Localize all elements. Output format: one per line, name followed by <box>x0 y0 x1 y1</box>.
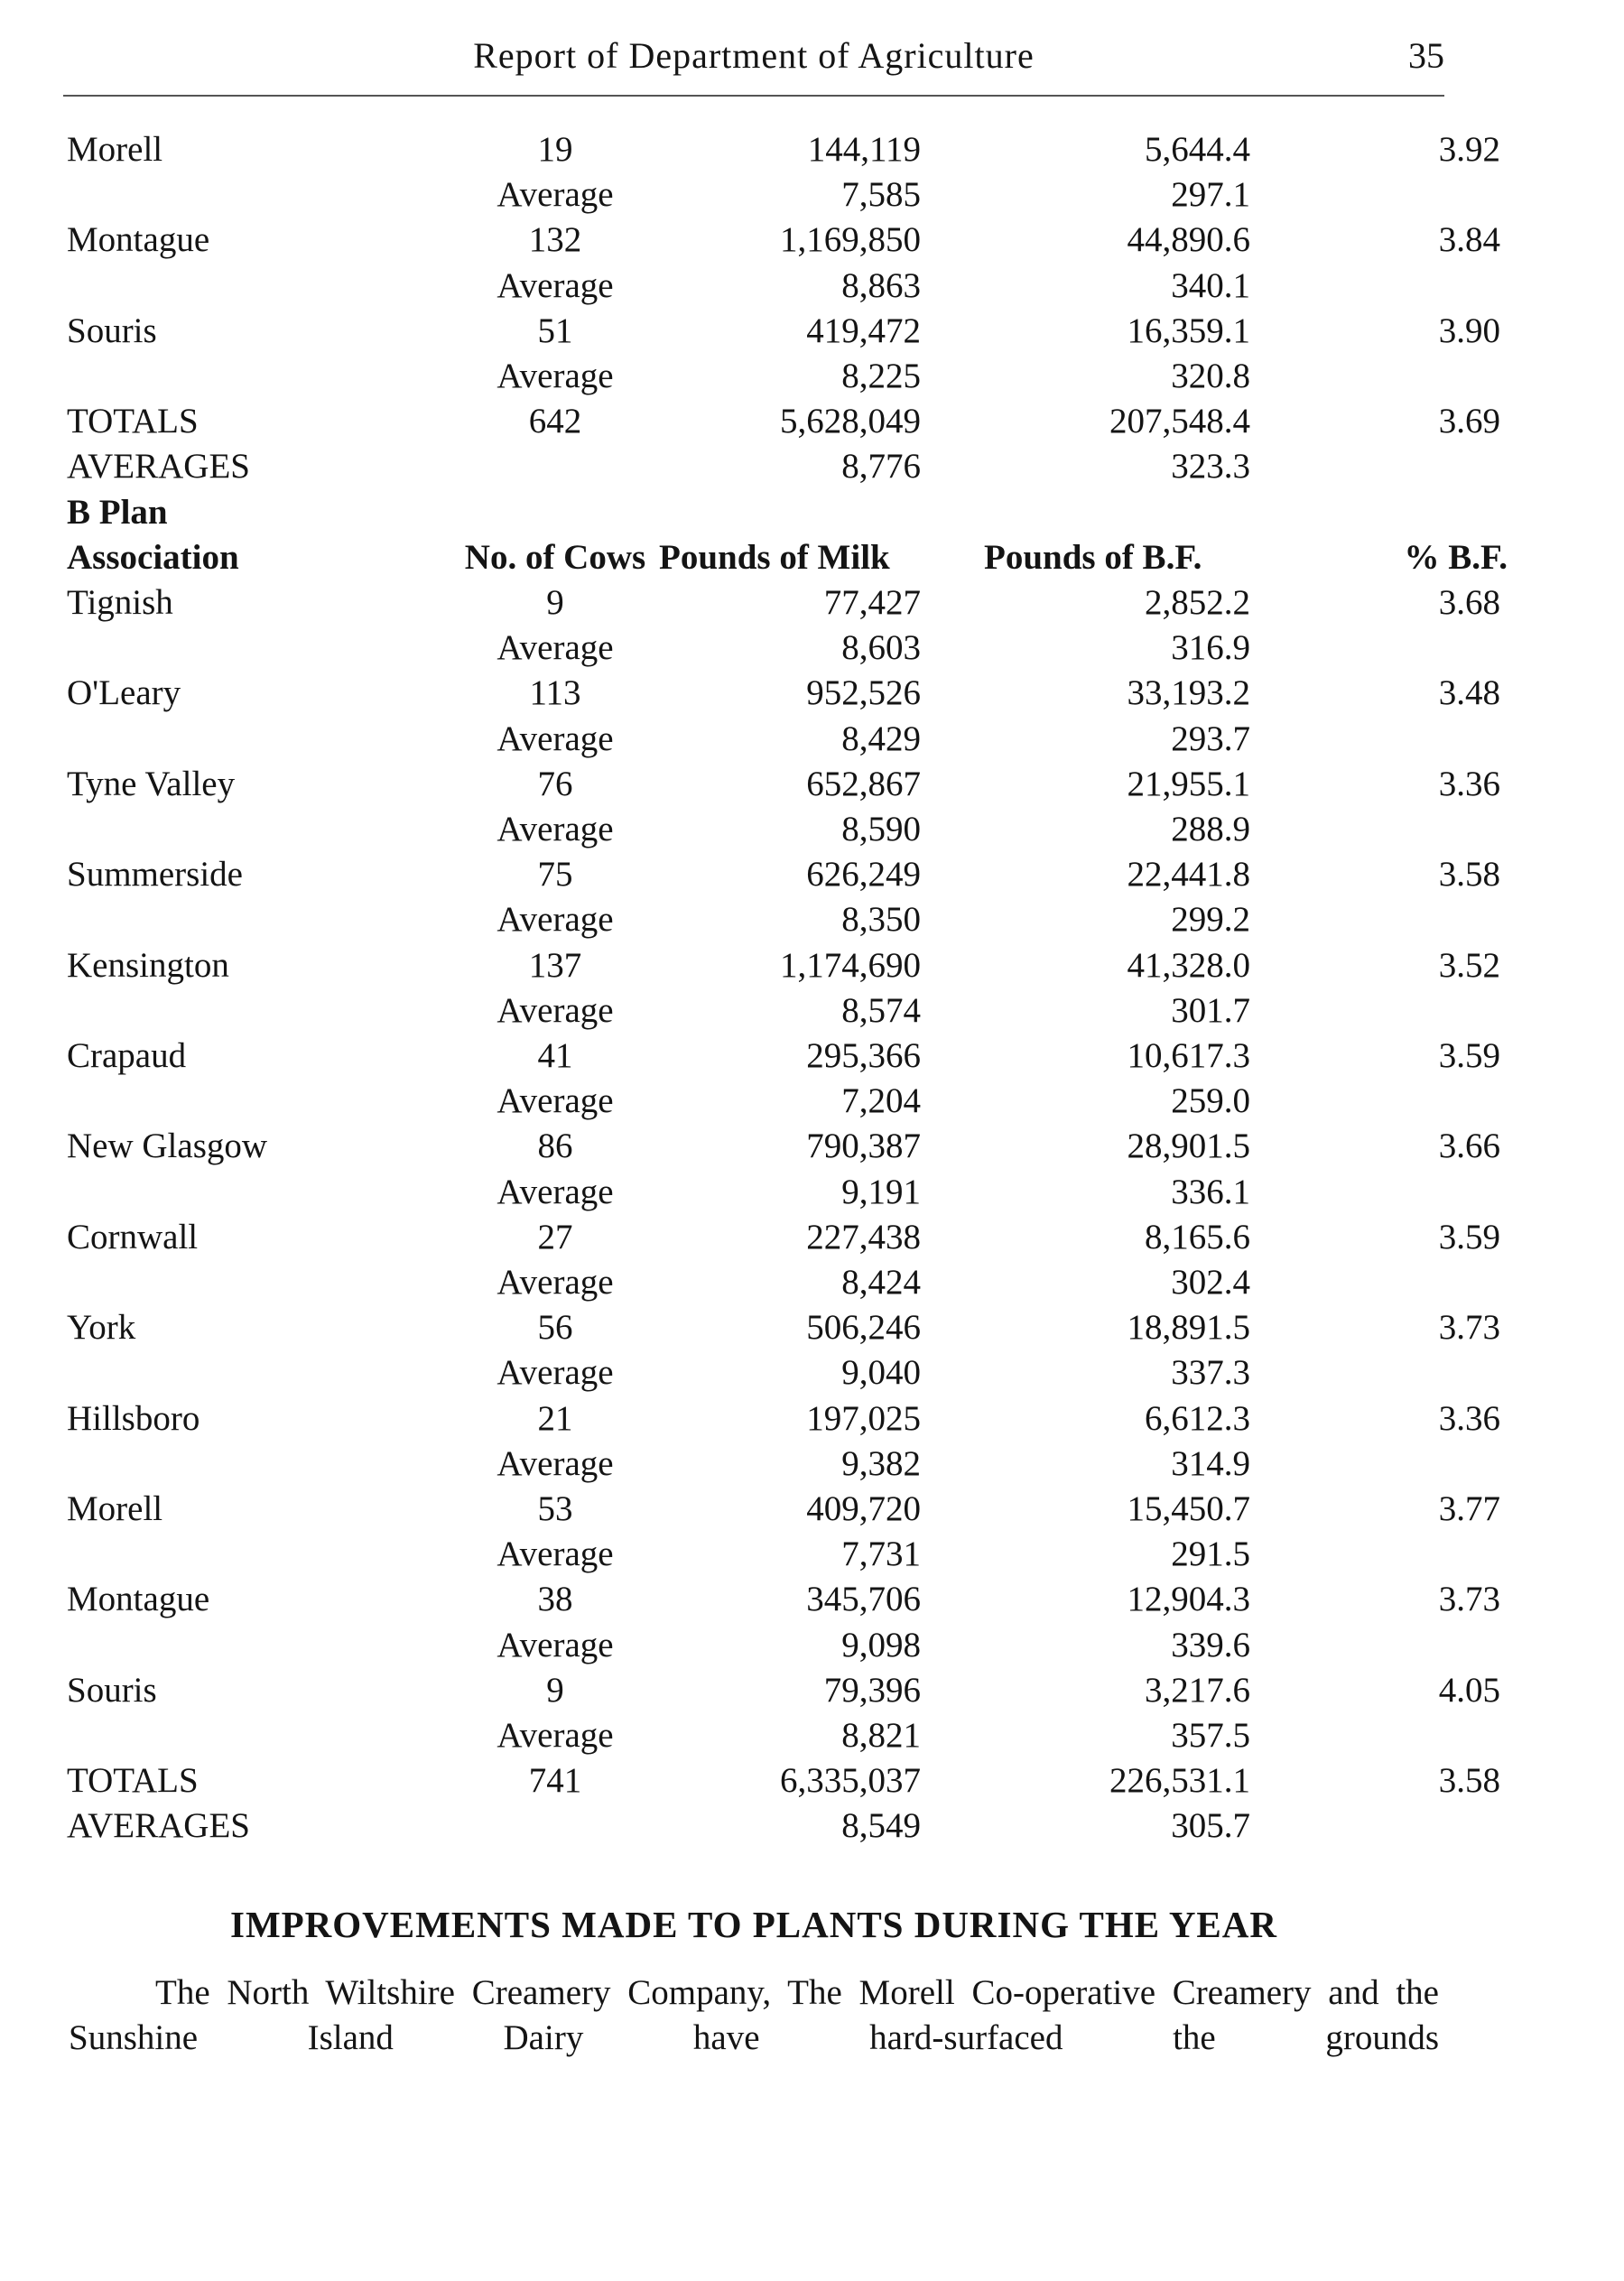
butterfat-cell: 302.4 <box>1171 1263 1250 1302</box>
butterfat-cell: Pounds of B.F. <box>984 537 1202 577</box>
table-row <box>63 1486 1500 1533</box>
cows-cell: Average <box>496 357 614 395</box>
association-cell: AVERAGES <box>67 447 250 487</box>
cows-cell: No. of Cows <box>464 537 646 577</box>
table-row <box>63 1304 1500 1351</box>
association-cell: Montague <box>67 220 210 260</box>
milk-cell: 652,867 <box>806 764 921 803</box>
butterfat-cell: 2,852.2 <box>1145 583 1250 622</box>
association-cell: Hillsboro <box>67 1398 200 1438</box>
cows-cell: 642 <box>528 402 582 441</box>
butterfat-cell: 15,450.7 <box>1127 1489 1250 1528</box>
butterfat-cell: 259.0 <box>1171 1081 1250 1121</box>
table-row <box>63 806 1444 853</box>
header-rule <box>63 95 1444 97</box>
cows-cell: 76 <box>537 764 573 803</box>
cows-cell: 137 <box>528 945 582 985</box>
butterfat-cell: 357.5 <box>1171 1716 1250 1755</box>
association-cell: TOTALS <box>67 402 199 441</box>
cows-cell: 9 <box>546 1670 564 1710</box>
running-head <box>63 34 1444 88</box>
milk-cell: 419,472 <box>806 311 921 350</box>
milk-cell: Pounds of Milk <box>659 537 890 577</box>
butterfat-cell: 320.8 <box>1171 357 1250 395</box>
butterfat-cell: 207,548.4 <box>1109 402 1250 441</box>
section-heading: IMPROVEMENTS MADE TO PLANTS DURING THE YEAR <box>229 1904 1277 1945</box>
cows-cell: Average <box>496 1353 614 1393</box>
association-cell: Montague <box>67 1580 210 1619</box>
cows-cell: 19 <box>537 130 573 169</box>
milk-cell: 9,040 <box>841 1353 921 1393</box>
table-row <box>63 1712 1444 1759</box>
cows-cell: Average <box>496 175 614 215</box>
percent-bf-cell: 3.59 <box>1438 1036 1500 1075</box>
milk-cell: 8,603 <box>841 628 921 668</box>
butterfat-cell: 5,644.4 <box>1145 130 1250 169</box>
cows-cell: 75 <box>537 855 573 895</box>
milk-cell: 9,191 <box>841 1172 921 1211</box>
association-cell: York <box>67 1308 136 1348</box>
milk-cell: 6,335,037 <box>780 1761 921 1801</box>
butterfat-cell: 339.6 <box>1171 1625 1250 1664</box>
percent-bf-cell: 3.73 <box>1438 1580 1500 1619</box>
butterfat-cell: 33,193.2 <box>1127 673 1250 713</box>
butterfat-cell: 21,955.1 <box>1127 764 1250 803</box>
milk-cell: 1,174,690 <box>780 945 921 985</box>
butterfat-cell: 337.3 <box>1171 1353 1250 1393</box>
milk-cell: 345,706 <box>806 1580 921 1619</box>
milk-cell: 1,169,850 <box>780 220 921 260</box>
butterfat-cell: 336.1 <box>1171 1172 1250 1211</box>
milk-cell: 77,427 <box>823 583 921 622</box>
milk-cell: 8,574 <box>841 990 921 1030</box>
association-cell: AVERAGES <box>67 1806 250 1846</box>
milk-cell: 8,776 <box>841 447 921 487</box>
percent-bf-cell: 3.36 <box>1438 764 1500 803</box>
percent-bf-cell: 3.52 <box>1438 945 1500 985</box>
table-row <box>63 1214 1500 1261</box>
milk-cell: 626,249 <box>806 855 921 895</box>
percent-bf-cell: 3.66 <box>1438 1127 1500 1166</box>
association-cell: New Glasgow <box>67 1127 268 1166</box>
milk-cell: 197,025 <box>806 1398 921 1438</box>
milk-cell: 8,424 <box>841 1263 921 1302</box>
cows-cell: 38 <box>537 1580 573 1619</box>
milk-cell: 952,526 <box>806 673 921 713</box>
table-row <box>63 716 1444 763</box>
table-row <box>63 942 1500 989</box>
cows-cell: Average <box>496 1263 614 1302</box>
butterfat-cell: 22,441.8 <box>1127 855 1250 895</box>
cows-cell: Average <box>496 1535 614 1574</box>
cows-cell: Average <box>496 900 614 940</box>
percent-bf-cell: 3.58 <box>1438 855 1500 895</box>
milk-cell: 144,119 <box>807 130 921 169</box>
cows-cell: 27 <box>537 1217 573 1256</box>
table-row <box>63 1803 1444 1850</box>
association-cell: Morell <box>67 130 163 169</box>
percent-bf-cell: 3.36 <box>1438 1398 1500 1438</box>
cows-cell: 21 <box>537 1398 573 1438</box>
association-cell: Association <box>67 537 239 577</box>
cows-cell: 9 <box>546 583 564 622</box>
table-row <box>63 988 1444 1034</box>
percent-bf-cell: % B.F. <box>1404 537 1508 577</box>
milk-cell: 8,429 <box>841 719 921 758</box>
percent-bf-cell: 3.48 <box>1438 673 1500 713</box>
butterfat-cell: 10,617.3 <box>1127 1036 1250 1075</box>
milk-cell: 7,204 <box>841 1081 921 1121</box>
milk-cell: 9,382 <box>841 1443 921 1483</box>
butterfat-cell: 323.3 <box>1171 447 1250 487</box>
cows-cell: Average <box>496 1081 614 1121</box>
cows-cell: 56 <box>537 1308 573 1348</box>
cows-cell: Average <box>496 1625 614 1664</box>
butterfat-cell: 293.7 <box>1171 719 1250 758</box>
table-row <box>63 172 1444 218</box>
cows-cell: 113 <box>529 673 581 713</box>
cows-cell: Average <box>496 1172 614 1211</box>
table-row <box>63 1123 1500 1170</box>
association-cell: Crapaud <box>67 1036 187 1075</box>
association-cell: Morell <box>67 1489 163 1528</box>
page-header-title: Report of Department of Agriculture <box>473 35 1035 76</box>
butterfat-cell: 16,359.1 <box>1127 311 1250 350</box>
milk-cell: 227,438 <box>806 1217 921 1256</box>
plan-label-row <box>63 489 1444 536</box>
butterfat-cell: 297.1 <box>1171 175 1250 215</box>
cows-cell: Average <box>496 265 614 305</box>
butterfat-cell: 6,612.3 <box>1145 1398 1250 1438</box>
butterfat-cell: 288.9 <box>1171 810 1250 848</box>
table-header-row <box>63 534 1508 581</box>
milk-cell: 506,246 <box>806 1308 921 1348</box>
association-cell: Cornwall <box>67 1217 199 1256</box>
milk-cell: 8,821 <box>841 1716 921 1755</box>
butterfat-cell: 28,901.5 <box>1127 1127 1250 1166</box>
cows-cell: 741 <box>528 1761 582 1801</box>
table-row <box>63 263 1444 310</box>
butterfat-cell: 12,904.3 <box>1127 1580 1250 1619</box>
butterfat-cell: 301.7 <box>1171 990 1250 1030</box>
cows-cell: 51 <box>537 311 573 350</box>
butterfat-cell: 8,165.6 <box>1145 1217 1250 1256</box>
butterfat-cell: 291.5 <box>1171 1535 1250 1574</box>
butterfat-cell: 3,217.6 <box>1145 1670 1250 1710</box>
association-cell: Tyne Valley <box>67 764 236 803</box>
cows-cell: Average <box>496 810 614 848</box>
table-row <box>63 1395 1500 1442</box>
table-row <box>63 217 1500 264</box>
cows-cell: Average <box>496 1443 614 1483</box>
milk-cell: 8,590 <box>841 810 921 848</box>
paragraph-text: The North Wiltshire Creamery Company, The Morell Co-operative Creamery and the Sunshine Island Dairy have hard-surfaced the grounds <box>69 1973 1439 2057</box>
cows-cell: Average <box>496 990 614 1030</box>
association-cell: Souris <box>67 1670 157 1710</box>
association-cell: Summerside <box>67 855 243 895</box>
cows-cell: 132 <box>528 220 582 260</box>
table-row <box>63 308 1500 355</box>
cows-cell: 86 <box>537 1127 573 1166</box>
cows-cell: Average <box>496 628 614 668</box>
milk-cell: 8,863 <box>841 265 921 305</box>
association-cell: O'Leary <box>67 673 181 713</box>
milk-cell: 8,549 <box>841 1806 921 1846</box>
table-row <box>63 1531 1444 1578</box>
table-row <box>63 1441 1444 1488</box>
butterfat-cell: 41,328.0 <box>1127 945 1250 985</box>
table-row <box>63 1576 1500 1623</box>
milk-cell: 295,366 <box>806 1036 921 1075</box>
table-row <box>63 443 1444 490</box>
cows-cell: 41 <box>537 1036 573 1075</box>
milk-cell: 7,731 <box>841 1535 921 1574</box>
percent-bf-cell: 3.77 <box>1438 1489 1500 1528</box>
butterfat-cell: 340.1 <box>1171 265 1250 305</box>
milk-cell: 790,387 <box>806 1127 921 1166</box>
percent-bf-cell: 3.58 <box>1438 1761 1500 1801</box>
cows-cell: Average <box>496 719 614 758</box>
table-row <box>63 670 1500 717</box>
table-row <box>63 1349 1444 1396</box>
table-row <box>63 580 1500 626</box>
percent-bf-cell: 3.90 <box>1438 311 1500 350</box>
percent-bf-cell: 4.05 <box>1438 1670 1500 1710</box>
table-row <box>63 1667 1500 1714</box>
milk-cell: 8,350 <box>841 900 921 940</box>
butterfat-cell: 314.9 <box>1171 1443 1250 1483</box>
page-number: 35 <box>1408 35 1444 76</box>
table-row <box>63 851 1500 898</box>
milk-cell: 9,098 <box>841 1625 921 1664</box>
cows-cell: 53 <box>537 1489 573 1528</box>
butterfat-cell: 316.9 <box>1171 628 1250 668</box>
butterfat-cell: 299.2 <box>1171 900 1250 940</box>
table-row <box>63 1033 1500 1080</box>
table-row <box>63 1259 1444 1306</box>
association-cell: TOTALS <box>67 1761 199 1801</box>
body-paragraph <box>69 1970 1439 2061</box>
table-row <box>63 126 1500 173</box>
butterfat-cell: 226,531.1 <box>1109 1761 1250 1801</box>
milk-cell: 8,225 <box>841 357 921 395</box>
table-row <box>63 398 1500 445</box>
percent-bf-cell: 3.92 <box>1438 130 1500 169</box>
association-cell: Kensington <box>67 945 229 985</box>
butterfat-cell: 305.7 <box>1171 1806 1250 1846</box>
percent-bf-cell: 3.73 <box>1438 1308 1500 1348</box>
percent-bf-cell: 3.68 <box>1438 583 1500 622</box>
milk-cell: 409,720 <box>806 1489 921 1528</box>
milk-cell: 5,628,049 <box>780 402 921 441</box>
milk-cell: 79,396 <box>823 1670 921 1710</box>
table-row <box>63 1078 1444 1125</box>
association-cell: B Plan <box>67 492 168 532</box>
butterfat-cell: 18,891.5 <box>1127 1308 1250 1348</box>
table-row <box>63 896 1444 943</box>
percent-bf-cell: 3.84 <box>1438 220 1500 260</box>
table-row <box>63 1169 1444 1216</box>
cows-cell: Average <box>496 1716 614 1755</box>
table-row <box>63 353 1444 400</box>
table-row <box>63 1757 1500 1804</box>
table-row <box>63 625 1444 672</box>
association-cell: Souris <box>67 311 157 350</box>
percent-bf-cell: 3.59 <box>1438 1217 1500 1256</box>
butterfat-cell: 44,890.6 <box>1127 220 1250 260</box>
table-row <box>63 1622 1444 1669</box>
association-cell: Tignish <box>67 583 173 622</box>
milk-cell: 7,585 <box>841 175 921 215</box>
percent-bf-cell: 3.69 <box>1438 402 1500 441</box>
table-row <box>63 761 1500 808</box>
